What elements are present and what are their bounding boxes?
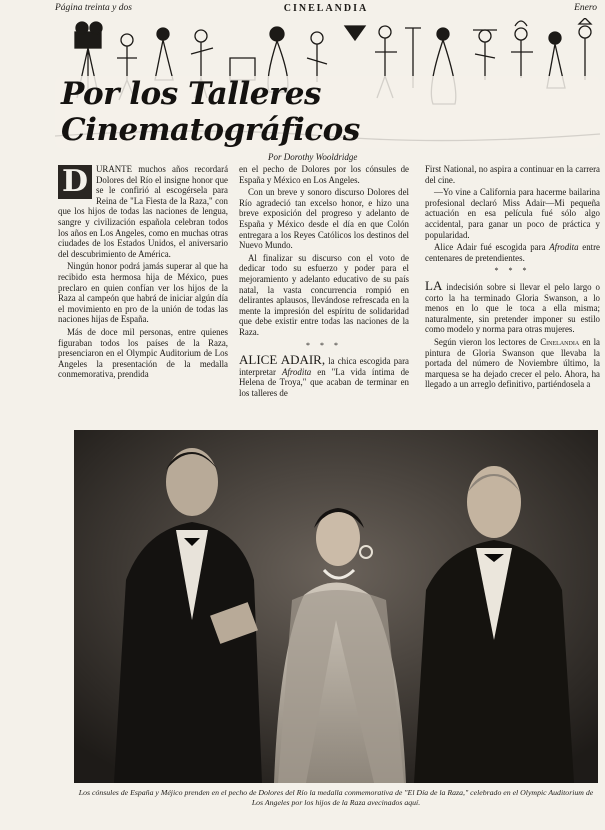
paragraph: LA indecisión sobre si llevar el pelo largo o corto la ha terminado Gloria Swanson, a lo menos en lo que le toca a ella misma; naturalmente, sin pretender imponer su estilo como modelo y norma para otras mujeres. bbox=[425, 277, 600, 335]
paragraph: Según vieron los lectores de Cinelandia en la pintura de Gloria Swanson que llevaba la portada del número de Noviembre último, la marquesa se ha dejado crecer el pelo. Ahora, ha llegado a un arreglo definitivo, partiéndosela a bbox=[425, 336, 600, 390]
running-header bbox=[55, 3, 597, 17]
paragraph: Más de doce mil personas, entre quienes figuraban todos los países de la Raza, presenciaron en el Olympic Auditorium de Los Angeles la presentación de la medalla conmemorativa, prendida bbox=[58, 326, 228, 380]
film-title: Afrodita bbox=[281, 366, 312, 377]
paragraph: First National, no aspira a continuar en la carrera del cine. bbox=[425, 164, 600, 185]
text-column-3 bbox=[425, 164, 600, 426]
section-separator: * * * bbox=[494, 266, 531, 276]
lead-word: ALICE ADAIR, bbox=[239, 352, 326, 368]
issue-month: Enero bbox=[574, 3, 597, 13]
lead-word: URANTE bbox=[96, 164, 132, 174]
section-separator: * * * bbox=[306, 340, 342, 350]
paragraph: Al finalizar su discurso con el voto de dedicar todo su esfuerzo y poder para el mejoramiento y adelanto educativo de su país natal, la vasta concurrencia rompió en delirantes aplausos, llevándose refrescada en la mente la impresión del espíritu de solidaridad que debe existir entre todas las naciones de la Raza. bbox=[239, 252, 409, 337]
paragraph: D URANTE muchos años recordará Dolores del Río el insigne honor que se le confirió al escogérsela para Reina de "La Fiesta de la Raza," con que los hijos de todas las naciones de lengua, sangre y civilización española celebran todos los años en Los Angeles, como en muchas otras ciudades de los Estados Unidos, el aniversario del descubrimiento de América. bbox=[58, 164, 229, 259]
paragraph: —Yo vine a California para hacerme bailarina profesional declaró Miss Adair—Mi pequeña actuación en esa película fué sólo algo accidental, para ganar un poco de práctica y popularidad. bbox=[425, 187, 600, 240]
article-title: Por los Talleres Cinematográficos bbox=[55, 85, 600, 139]
text-column-2 bbox=[239, 164, 409, 426]
page-number-label: Página treinta y dos bbox=[55, 3, 132, 13]
paragraph: Ningún honor podrá jamás superar al que ha recibido esta hermosa hija de México, pues preclaro en quien confían ver los hijos de la Raza al campeón que habrá de iniciar algún día el movimiento en pro de la unión de todas las naciones hijas de España. bbox=[58, 261, 228, 325]
drop-cap: D bbox=[58, 165, 92, 199]
event-photograph bbox=[74, 430, 598, 783]
magazine-name: CINELANDIA bbox=[283, 3, 369, 14]
film-title: Afrodita bbox=[549, 242, 579, 253]
paragraph: ALICE ADAIR, la chica escogida para interpretar Afrodita en "La vida íntima de Helena de Troya," que acaban de terminar en los talleres de bbox=[239, 352, 410, 398]
paragraph: Con un breve y sonoro discurso Dolores del Río agradeció tan excelso honor, e hizo una breve exposición del progreso y adelanto de España y México desde el día en que Colón entregara a los Reyes Católicos los destinos del Nuevo Mundo. bbox=[239, 187, 409, 251]
paragraph: en el pecho de Dolores por los cónsules de España y México en Los Angeles. bbox=[239, 164, 409, 185]
photo-caption: Los cónsules de España y Méjico prenden en el pecho de Dolores del Río la medalla conmemorativa de "El Día de la Raza," celebrado en el Olympic Auditorium de Los Angeles por los hijos de la Raza avecinados aquí. bbox=[78, 788, 594, 807]
byline: Por Dorothy Wooldridge bbox=[268, 152, 358, 162]
paragraph: Alice Adair fué escogida para Afrodita entre centenares de pretendientes. bbox=[425, 242, 600, 263]
magazine-mention: Cinelandia bbox=[540, 336, 580, 347]
lead-word: LA bbox=[425, 277, 443, 293]
photo-image bbox=[74, 430, 598, 783]
text-column-1 bbox=[58, 164, 228, 426]
